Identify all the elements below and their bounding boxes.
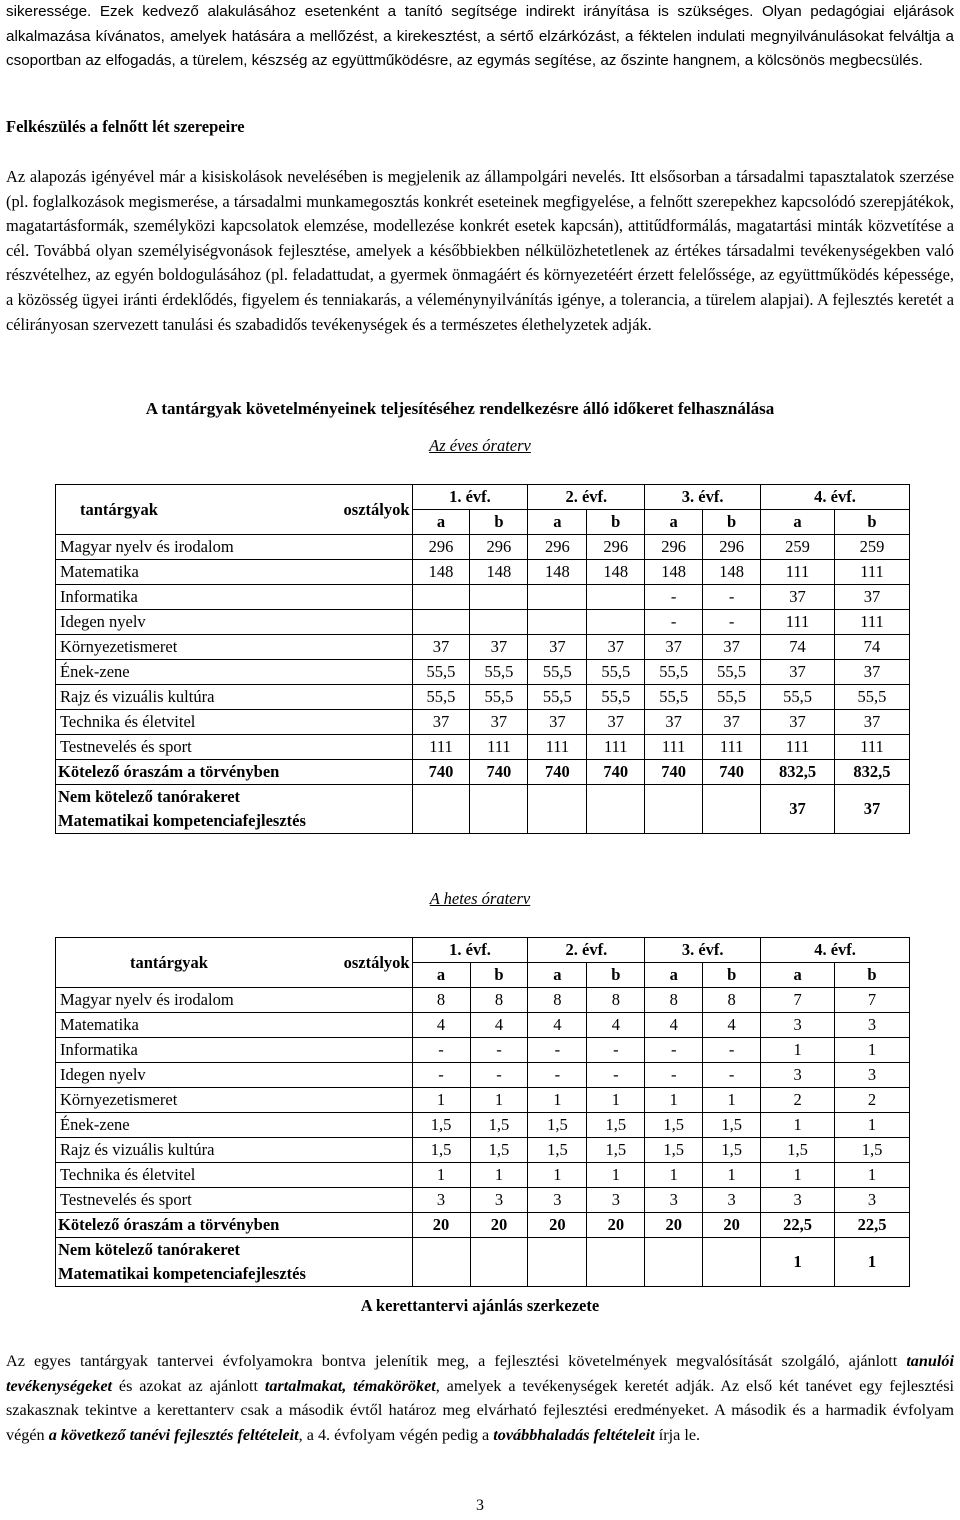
class-header: a (761, 963, 835, 988)
weekly-timetable (55, 937, 910, 1287)
value-cell: 37 (761, 660, 835, 685)
optional-value-cell (470, 1238, 528, 1287)
year-header: 4. évf. (761, 485, 910, 510)
value-cell: 1 (528, 1088, 587, 1113)
table-row (56, 560, 910, 585)
value-cell: 111 (587, 735, 645, 760)
table-row (56, 685, 910, 710)
value-cell: 74 (834, 635, 909, 660)
value-cell: 1,5 (645, 1138, 703, 1163)
value-cell: 111 (645, 735, 703, 760)
value-cell: 55,5 (645, 660, 703, 685)
value-cell: 4 (470, 1013, 528, 1038)
value-cell (528, 585, 587, 610)
value-cell: 1 (587, 1088, 645, 1113)
corner-right-label: osztályok (343, 500, 410, 519)
value-cell: 111 (412, 735, 470, 760)
year-header: 2. évf. (528, 485, 645, 510)
value-cell: 3 (835, 1013, 910, 1038)
value-cell: 55,5 (645, 685, 703, 710)
value-cell: 1 (761, 1038, 835, 1063)
value-cell: 148 (587, 560, 645, 585)
value-cell: 1,5 (412, 1138, 470, 1163)
weekly-title (6, 889, 954, 909)
class-header: a (761, 510, 835, 535)
value-cell: 1,5 (703, 1113, 761, 1138)
table-row (56, 660, 910, 685)
optional-label (56, 1238, 413, 1287)
value-cell: 3 (470, 1188, 528, 1213)
value-cell: 55,5 (470, 685, 528, 710)
value-cell: 3 (587, 1188, 645, 1213)
value-cell: - (703, 585, 761, 610)
table-row (56, 1163, 910, 1188)
value-cell: 111 (703, 735, 761, 760)
section-paragraph: Az alapozás igényével már a kisiskolások nevelésében is megjelenik az állampolgári nevelés. Itt elsősorban a társadalmi tapasztalatok szerzése (pl. foglalkozások megismerése, a társadalmi munkamegosztás konkrét eseteinek megfigyelése, a felnőtt szerepekhez kapcsolódó szerepjátékok, magatartásformák, személyközi kapcsolatok elemzése, modellezése konkrét esetek kapcsán), attitűdformálás, magatartási minták közvetítése a cél. Továbbá olyan személyiségvonások fejlesztése, amelyek a későbbiekben nélkülözhetetlenek az értékes társadalmi tevékenységekben való részvételhez, az egyén boldogulásához (pl. feladattudat, a gyermek önmagáért és környezetéért érzett felelőssége, az együttműködés képessége, a közösség ügyei iránti érdeklődés, figyelem és tenniakarás, a véleménynyilvánítás igénye, a tolerancia, a türelem alapjai). A fejlesztés keretét a célirányosan szervezett tanulási és szabadidős tevékenységek és a természetes élethelyzetek adják. (6, 167, 954, 334)
final-emphasis-3: a következő tanévi fejlesztés feltételeit (48, 1425, 299, 1444)
value-cell: 74 (761, 635, 835, 660)
optional-value-cell (645, 785, 703, 834)
value-cell: 1 (761, 1163, 835, 1188)
value-cell: 1 (470, 1163, 528, 1188)
value-cell: 8 (528, 988, 587, 1013)
intro-paragraph: sikeressége. Ezek kedvező alakulásához esetenként a tanító segítsége indirekt irányítása is szükséges. Olyan pedagógiai eljárások alkalmazása kívánatos, amelyek hatására a mellőzést, a kirekesztést, a sértő elzárkózást, a féktelen indulati megnyilvánulásokat felváltja a csoportban az elfogadás, a türelem, készség az együttműködésre, az egymás segítése, az őszinte hangnem, a kölcsönös megbecsülés. (6, 3, 954, 70)
value-cell: 7 (761, 988, 835, 1013)
value-cell: 111 (761, 735, 835, 760)
value-cell: 1 (703, 1088, 761, 1113)
value-cell: - (412, 1063, 470, 1088)
value-cell: 1 (412, 1163, 470, 1188)
value-cell (470, 610, 528, 635)
value-cell: 37 (645, 635, 703, 660)
value-cell: 1 (761, 1113, 835, 1138)
class-header: b (835, 963, 910, 988)
value-cell: 296 (528, 535, 587, 560)
corner-cell (56, 485, 413, 535)
optional-value-cell (645, 1238, 703, 1287)
value-cell: 37 (587, 635, 645, 660)
structure-title: A kerettantervi ajánlás szerkezete (360, 1296, 600, 1315)
subject-cell: Ének-zene (56, 660, 413, 685)
value-cell: - (528, 1038, 587, 1063)
total-label: Kötelező óraszám a törvényben (56, 1213, 413, 1238)
value-cell: 3 (645, 1188, 703, 1213)
value-cell: 37 (412, 710, 470, 735)
year-header: 3. évf. (645, 485, 761, 510)
value-cell: 8 (645, 988, 703, 1013)
final-text-2: és azokat az ajánlott (112, 1376, 265, 1395)
total-value-cell: 740 (587, 760, 645, 785)
corner-left-label: tantárgyak (130, 953, 208, 972)
class-header: a (645, 510, 703, 535)
value-cell: 4 (645, 1013, 703, 1038)
value-cell: 111 (834, 610, 909, 635)
section-heading: Felkészülés a felnőtt lét szerepeire (6, 117, 245, 136)
value-cell: 55,5 (412, 660, 470, 685)
corner-cell (56, 938, 413, 988)
value-cell: 3 (761, 1063, 835, 1088)
value-cell: - (703, 1063, 761, 1088)
optional-value-cell: 1 (835, 1238, 910, 1287)
value-cell: 1,5 (703, 1138, 761, 1163)
value-cell: 8 (412, 988, 470, 1013)
final-text-4: , a 4. évfolyam végén pedig a (298, 1425, 494, 1444)
optional-value-cell (587, 785, 645, 834)
subject-cell: Idegen nyelv (56, 1063, 413, 1088)
value-cell: 2 (835, 1088, 910, 1113)
value-cell: 1 (470, 1088, 528, 1113)
value-cell: 1 (835, 1113, 910, 1138)
value-cell: - (587, 1038, 645, 1063)
value-cell: 1,5 (412, 1113, 470, 1138)
total-value-cell: 20 (528, 1213, 587, 1238)
subject-cell: Magyar nyelv és irodalom (56, 988, 413, 1013)
value-cell: 37 (587, 710, 645, 735)
table-row (56, 535, 910, 560)
total-value-cell: 740 (412, 760, 470, 785)
subject-cell: Matematika (56, 1013, 413, 1038)
class-header: b (703, 963, 761, 988)
total-label: Kötelező óraszám a törvényben (56, 760, 413, 785)
year-header: 3. évf. (645, 938, 761, 963)
value-cell (412, 585, 470, 610)
corner-left-label: tantárgyak (80, 500, 158, 519)
class-header: b (587, 510, 645, 535)
table-row (56, 635, 910, 660)
final-emphasis-2: tartalmakat, témaköröket (264, 1376, 436, 1395)
table-row (56, 710, 910, 735)
optional-label (56, 785, 413, 834)
total-value-cell: 20 (412, 1213, 470, 1238)
year-header: 4. évf. (761, 938, 910, 963)
value-cell: 4 (587, 1013, 645, 1038)
value-cell: 37 (761, 585, 835, 610)
subject-cell: Rajz és vizuális kultúra (56, 1138, 413, 1163)
value-cell: 111 (528, 735, 587, 760)
value-cell: 1,5 (587, 1113, 645, 1138)
optional-value-cell: 1 (761, 1238, 835, 1287)
optional-label-line: Nem kötelező tanórakeret (58, 787, 241, 806)
value-cell: - (645, 1038, 703, 1063)
optional-value-cell (412, 785, 470, 834)
value-cell: 1,5 (587, 1138, 645, 1163)
value-cell: 8 (703, 988, 761, 1013)
subject-cell: Informatika (56, 585, 413, 610)
value-cell: 37 (761, 710, 835, 735)
total-value-cell: 832,5 (761, 760, 835, 785)
value-cell: 8 (470, 988, 528, 1013)
value-cell: 3 (528, 1188, 587, 1213)
table-row (56, 1038, 910, 1063)
total-row (56, 760, 910, 785)
main-title: A tantárgyak követelményeinek teljesítéséhez rendelkezésre álló időkeret felhasználása (145, 399, 775, 418)
subject-cell: Ének-zene (56, 1113, 413, 1138)
table-row (56, 735, 910, 760)
value-cell: 1 (645, 1163, 703, 1188)
class-header: a (412, 963, 470, 988)
optional-row (56, 785, 910, 834)
total-value-cell: 740 (470, 760, 528, 785)
class-header: a (528, 963, 587, 988)
value-cell: 2 (761, 1088, 835, 1113)
value-cell: 296 (645, 535, 703, 560)
value-cell: - (412, 1038, 470, 1063)
year-header: 1. évf. (412, 938, 528, 963)
value-cell: 3 (835, 1063, 910, 1088)
value-cell: 3 (761, 1188, 835, 1213)
value-cell: - (470, 1038, 528, 1063)
value-cell: 55,5 (412, 685, 470, 710)
optional-value-cell (470, 785, 528, 834)
value-cell: - (645, 610, 703, 635)
value-cell: 1 (835, 1163, 910, 1188)
value-cell: 55,5 (587, 685, 645, 710)
value-cell: 37 (703, 635, 761, 660)
year-header: 2. évf. (528, 938, 645, 963)
value-cell: 37 (645, 710, 703, 735)
value-cell: 1 (587, 1163, 645, 1188)
final-text-5: írja le. (654, 1425, 701, 1444)
total-value-cell: 740 (528, 760, 587, 785)
value-cell: 3 (412, 1188, 470, 1213)
optional-row (56, 1238, 910, 1287)
subject-cell: Magyar nyelv és irodalom (56, 535, 413, 560)
value-cell: 37 (470, 710, 528, 735)
optional-label-line: Matematikai kompetenciafejlesztés (58, 811, 306, 830)
total-value-cell: 20 (703, 1213, 761, 1238)
final-text-3: , amelyek a tevékenységek keretét adják. Az első két tanévet egy fejlesztési szakasznak tekintve a kerettanterv csak a második évtől határoz meg elvárható fejlesztési eredményeket. A második és a harmadik évfolyam végén (6, 1376, 955, 1444)
total-value-cell: 832,5 (834, 760, 909, 785)
optional-value-cell (703, 1238, 761, 1287)
total-value-cell: 740 (703, 760, 761, 785)
final-paragraph (6, 1349, 954, 1447)
value-cell: 3 (761, 1013, 835, 1038)
total-row (56, 1213, 910, 1238)
value-cell (587, 610, 645, 635)
subject-cell: Testnevelés és sport (56, 1188, 413, 1213)
total-value-cell: 22,5 (761, 1213, 835, 1238)
total-value-cell: 22,5 (835, 1213, 910, 1238)
value-cell (470, 585, 528, 610)
value-cell: 7 (835, 988, 910, 1013)
value-cell: 148 (645, 560, 703, 585)
value-cell: - (470, 1063, 528, 1088)
value-cell: 8 (587, 988, 645, 1013)
subject-cell: Rajz és vizuális kultúra (56, 685, 413, 710)
value-cell: 111 (761, 560, 835, 585)
subject-cell: Testnevelés és sport (56, 735, 413, 760)
value-cell: 55,5 (587, 660, 645, 685)
class-header: b (587, 963, 645, 988)
value-cell: 3 (703, 1188, 761, 1213)
value-cell: 1,5 (528, 1138, 587, 1163)
value-cell: 1,5 (761, 1138, 835, 1163)
table-row (56, 1138, 910, 1163)
value-cell: 37 (834, 585, 909, 610)
optional-label-line: Matematikai kompetenciafejlesztés (58, 1264, 306, 1283)
value-cell: 1 (703, 1163, 761, 1188)
subject-cell: Technika és életvitel (56, 710, 413, 735)
value-cell: 1 (528, 1163, 587, 1188)
year-header: 1. évf. (412, 485, 528, 510)
table-row (56, 1188, 910, 1213)
final-emphasis-4: továbbhaladás feltételeit (493, 1425, 655, 1444)
value-cell: 111 (470, 735, 528, 760)
total-value-cell: 20 (587, 1213, 645, 1238)
page-number: 3 (476, 1497, 484, 1514)
optional-value-cell: 37 (761, 785, 835, 834)
optional-label-line: Nem kötelező tanórakeret (58, 1240, 241, 1259)
optional-value-cell (703, 785, 761, 834)
final-text-1: Az egyes tantárgyak tantervei évfolyamokra bontva jelenítik meg, a fejlesztési követelmények megvalósítását szolgáló, ajánlott (6, 1352, 907, 1370)
subject-cell: Technika és életvitel (56, 1163, 413, 1188)
value-cell: - (645, 1063, 703, 1088)
value-cell: 1,5 (835, 1138, 910, 1163)
subject-cell: Matematika (56, 560, 413, 585)
class-header: b (470, 963, 528, 988)
annual-timetable (55, 484, 910, 834)
class-header: b (834, 510, 909, 535)
value-cell: 148 (470, 560, 528, 585)
optional-value-cell (412, 1238, 470, 1287)
value-cell: 1 (645, 1088, 703, 1113)
value-cell (528, 610, 587, 635)
table-row (56, 610, 910, 635)
class-header: b (470, 510, 528, 535)
value-cell: 259 (761, 535, 835, 560)
class-header: a (412, 510, 470, 535)
value-cell: 148 (528, 560, 587, 585)
total-value-cell: 20 (645, 1213, 703, 1238)
value-cell: 55,5 (703, 660, 761, 685)
value-cell: 296 (703, 535, 761, 560)
optional-value-cell (528, 785, 587, 834)
corner-right-label: osztályok (343, 953, 410, 972)
value-cell: - (703, 1038, 761, 1063)
weekly-title-text: A hetes óraterv (429, 889, 531, 908)
value-cell: 37 (528, 635, 587, 660)
value-cell: 148 (412, 560, 470, 585)
value-cell: - (528, 1063, 587, 1088)
final-emphasis-1: tanulói tevékenységeket (6, 1352, 954, 1395)
class-header: b (703, 510, 761, 535)
value-cell: 37 (703, 710, 761, 735)
value-cell: 3 (835, 1188, 910, 1213)
value-cell: 296 (470, 535, 528, 560)
value-cell: 55,5 (703, 685, 761, 710)
value-cell: 1,5 (470, 1138, 528, 1163)
value-cell: 1 (412, 1088, 470, 1113)
table-row (56, 1113, 910, 1138)
value-cell: 37 (470, 635, 528, 660)
value-cell: 296 (412, 535, 470, 560)
value-cell: 1,5 (528, 1113, 587, 1138)
optional-value-cell (587, 1238, 645, 1287)
value-cell: 296 (587, 535, 645, 560)
value-cell: 148 (703, 560, 761, 585)
subject-cell: Környezetismeret (56, 635, 413, 660)
value-cell (412, 610, 470, 635)
class-header: a (645, 963, 703, 988)
value-cell: 37 (834, 660, 909, 685)
table-row (56, 1088, 910, 1113)
value-cell: 111 (761, 610, 835, 635)
value-cell: 55,5 (528, 660, 587, 685)
table-row (56, 585, 910, 610)
class-header: a (528, 510, 587, 535)
annual-title (6, 436, 954, 456)
table-row (56, 1063, 910, 1088)
annual-title-text: Az éves óraterv (429, 436, 531, 455)
value-cell: 111 (834, 560, 909, 585)
value-cell: 4 (703, 1013, 761, 1038)
value-cell: 1 (835, 1038, 910, 1063)
table-row (56, 988, 910, 1013)
value-cell: 55,5 (761, 685, 835, 710)
value-cell: 55,5 (470, 660, 528, 685)
value-cell: 259 (834, 535, 909, 560)
optional-value-cell: 37 (834, 785, 909, 834)
total-value-cell: 20 (470, 1213, 528, 1238)
value-cell: - (703, 610, 761, 635)
value-cell: 4 (412, 1013, 470, 1038)
value-cell: 37 (834, 710, 909, 735)
value-cell: - (645, 585, 703, 610)
value-cell: 37 (412, 635, 470, 660)
value-cell: 1,5 (645, 1113, 703, 1138)
subject-cell: Idegen nyelv (56, 610, 413, 635)
subject-cell: Környezetismeret (56, 1088, 413, 1113)
value-cell: 55,5 (528, 685, 587, 710)
total-value-cell: 740 (645, 760, 703, 785)
optional-value-cell (528, 1238, 587, 1287)
value-cell: 111 (834, 735, 909, 760)
value-cell: - (587, 1063, 645, 1088)
value-cell: 4 (528, 1013, 587, 1038)
value-cell: 55,5 (834, 685, 909, 710)
table-row (56, 1013, 910, 1038)
value-cell: 1,5 (470, 1113, 528, 1138)
value-cell (587, 585, 645, 610)
value-cell: 37 (528, 710, 587, 735)
subject-cell: Informatika (56, 1038, 413, 1063)
